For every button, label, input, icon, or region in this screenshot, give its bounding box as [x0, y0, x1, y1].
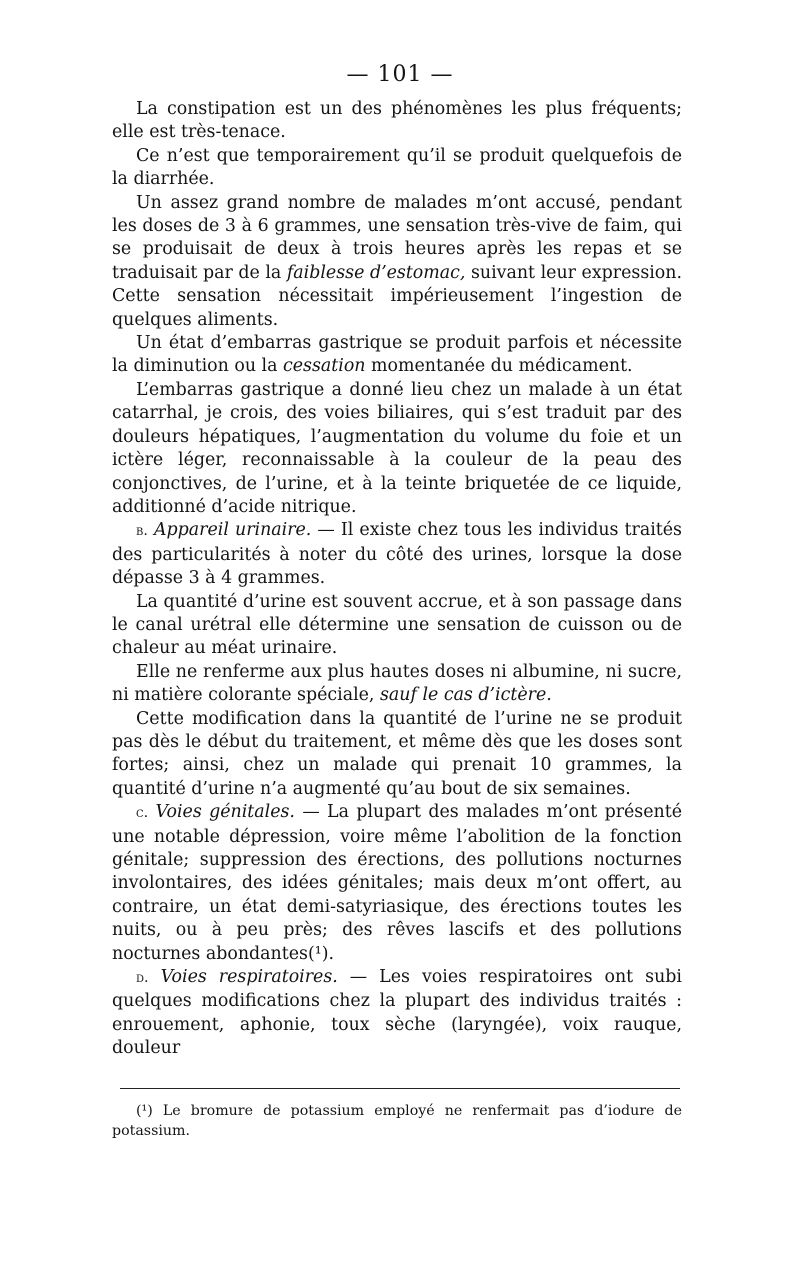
- footnote-marker: (¹): [136, 1103, 153, 1119]
- paragraph-text: Ce n’est que temporairement qu’il se produit quelquefois de la diarrhée.: [112, 145, 682, 190]
- paragraph-text: La quantité d’urine est souvent accrue, et à son passage dans le canal urétral elle détermine une sensation de cuisson ou de chaleur au méat urinaire.: [112, 591, 682, 659]
- paragraph-ictere: [112, 379, 682, 519]
- section-label: b.: [136, 523, 148, 540]
- paragraph-text: La constipation est un des phénomènes les plus fréquents; elle est très-tenace.: [112, 99, 682, 143]
- paragraph-text: Cette modification dans la quantité de l’urine ne se produit pas dès le début du traitement, et même dès que les doses sont fortes; ainsi, chez un malade qui prenait 10 grammes, la quantité d’urine n’a augmenté qu’au bout de six semaines.: [112, 708, 682, 799]
- page-number: — 101 —: [346, 62, 454, 87]
- footnote-reference: (¹).: [307, 943, 335, 964]
- paragraph-faim: [112, 192, 682, 332]
- italic-phrase: faiblesse d’estomac,: [286, 262, 466, 283]
- paragraph-text: Elle ne renferme aux plus hautes doses ni albumine, ni sucre, ni matière colorante spéciale,: [112, 661, 682, 706]
- section-heading: Voies génitales.: [155, 802, 295, 823]
- section-voies-genitales: [112, 801, 682, 966]
- body-text: [112, 98, 682, 1061]
- paragraph-text: Un état d’embarras gastrique se produit parfois et nécessite la diminution ou la: [112, 333, 682, 377]
- footnote: [112, 1101, 682, 1141]
- section-label: d.: [136, 970, 149, 987]
- section-label: c.: [136, 805, 149, 822]
- paragraph-constipation: [112, 98, 682, 145]
- paragraph-text: — Il existe chez tous les individus traités des particularités à noter du côté des urines, lorsque la dose dépasse 3 à 4 grammes.: [112, 520, 682, 589]
- section-heading: Voies respiratoires.: [160, 967, 338, 988]
- footnote-divider: [120, 1088, 680, 1089]
- footnote-text: Le bromure de potassium employé ne renfermait pas d’iodure de potassium.: [112, 1103, 682, 1139]
- section-heading: Appareil urinaire.: [153, 520, 312, 541]
- paragraph-text: momentanée du médicament.: [365, 356, 633, 377]
- paragraph-text: — La plupart des malades m’ont présenté une notable dépression, voire même l’abolition de la fonction génitale; suppression des érections, des pollutions nocturnes involontaires, des idées génitales; mais deux m’ont offert, au contraire, un état demi-satyriasique, des érections toutes les nuits, ou à peu près; des rêves lascifs et des pollutions nocturnes abondantes: [112, 802, 683, 964]
- paragraph-text: suivant leur expression. Cette sensation nécessitait impérieusement l’ingestion de quelques aliments.: [112, 262, 683, 330]
- paragraph-text: L’embarras gastrique a donné lieu chez un malade à un état catarrhal, je crois, des voies biliaires, qui s’est traduit par des douleurs hépatiques, l’augmentation du volume du foie et un ictère léger, reconnaissable à la couleur de la peau des conjonctives, de l’urine, et à la teinte briquetée de ce liquide, additionné d’acide nitrique.: [112, 379, 682, 517]
- section-appareil-urinaire: [112, 519, 682, 590]
- paragraph-text: — Les voies respiratoires ont subi quelques modifications chez la plupart des individus traités : enrouement, aphonie, toux sèche (laryngée), voix rauque, douleur: [112, 967, 682, 1059]
- paragraph-embarras-gastrique: [112, 332, 682, 379]
- paragraph-quantite-urine: [112, 591, 682, 661]
- paragraph-modification: [112, 708, 682, 802]
- section-voies-respiratoires: [112, 966, 682, 1061]
- paragraph-albumine: [112, 661, 682, 708]
- italic-phrase: cessation: [283, 356, 366, 377]
- italic-phrase: sauf le cas d’ictère.: [379, 685, 552, 706]
- paragraph-text: Un assez grand nombre de malades m’ont accusé, pendant les doses de 3 à 6 grammes, une sensation très-vive de faim, qui se produisait de deux à trois heures après les repas et se traduisait par de la: [112, 192, 682, 283]
- paragraph-diarrhee: [112, 145, 682, 192]
